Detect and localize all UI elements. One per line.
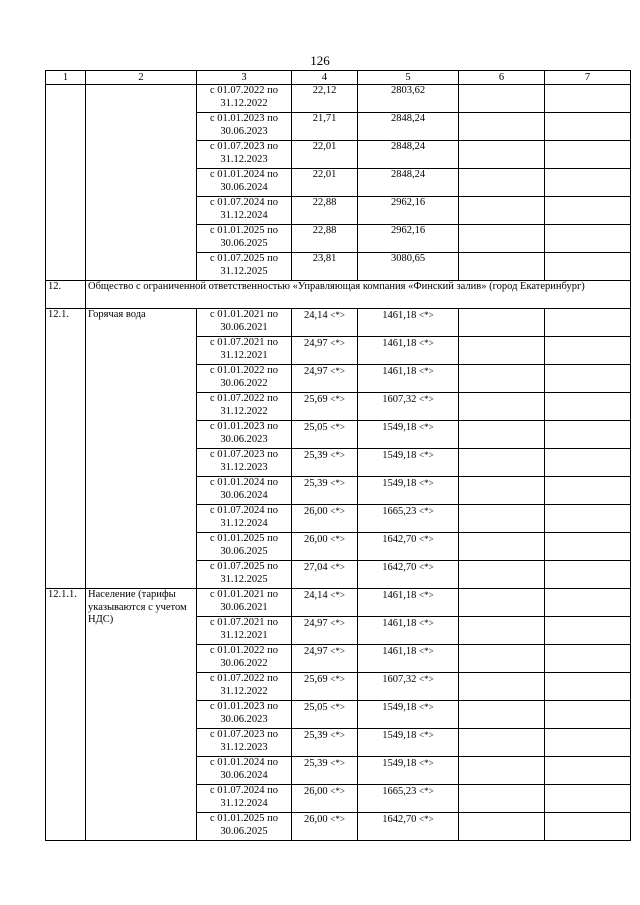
empty-cell (459, 673, 545, 701)
footnote-mark: <*> (330, 702, 345, 712)
tariff-value: 27,04 (304, 562, 328, 573)
tariff-value: 1665,23 (382, 786, 417, 797)
empty-cell (545, 225, 631, 253)
footnote-mark: <*> (330, 478, 345, 488)
empty-cell (545, 477, 631, 505)
empty-cell (459, 505, 545, 533)
footnote-mark: <*> (419, 534, 434, 544)
tariff-value: 2962,16 (390, 197, 426, 208)
organization-name: Общество с ограниченной ответственностью «Управляющая компания «Финский залив» (город Екатеринбург) (86, 281, 631, 309)
tariff-value: 2803,62 (390, 85, 426, 96)
empty-cell (459, 561, 545, 589)
period-cell: с 01.07.2022 по 31.12.2022 (197, 673, 292, 701)
empty-cell (459, 113, 545, 141)
empty-cell (459, 393, 545, 421)
section-name: Население (тарифы указываются с учетом НДС) (86, 589, 197, 841)
period-cell: с 01.07.2023 по 31.12.2023 (197, 141, 292, 169)
tariff-value-cell (292, 85, 358, 113)
footnote-mark: <*> (419, 450, 434, 460)
tariff-value-cell (358, 617, 459, 645)
tariff-value-cell (358, 589, 459, 617)
footnote-mark: <*> (330, 758, 345, 768)
period-cell: с 01.07.2025 по 31.12.2025 (197, 253, 292, 281)
tariff-value-cell (358, 645, 459, 673)
tariff-value-cell (292, 337, 358, 365)
column-header: 7 (545, 71, 631, 85)
empty-cell (545, 253, 631, 281)
tariff-value-cell (292, 113, 358, 141)
tariff-value-cell (358, 393, 459, 421)
tariff-value-cell (358, 141, 459, 169)
tariff-value-cell (292, 533, 358, 561)
tariff-value-cell (358, 533, 459, 561)
tariff-value-cell (292, 785, 358, 813)
tariff-value: 24,97 (304, 618, 328, 629)
period-cell: с 01.01.2024 по 30.06.2024 (197, 169, 292, 197)
empty-cell (459, 169, 545, 197)
tariff-value: 1549,18 (382, 478, 417, 489)
footnote-mark: <*> (419, 366, 434, 376)
tariff-value: 22,88 (312, 197, 337, 208)
empty-cell (459, 533, 545, 561)
period-cell: с 01.01.2023 по 30.06.2023 (197, 701, 292, 729)
footnote-mark: <*> (419, 702, 434, 712)
footnote-mark: <*> (419, 478, 434, 488)
table-row (46, 589, 631, 617)
tariff-value-cell (292, 365, 358, 393)
tariff-value-cell (358, 113, 459, 141)
tariff-value-cell (358, 561, 459, 589)
tariff-value: 25,05 (304, 422, 328, 433)
period-cell: с 01.01.2025 по 30.06.2025 (197, 813, 292, 841)
footnote-mark: <*> (419, 562, 434, 572)
tariff-value-cell (292, 169, 358, 197)
footnote-mark: <*> (330, 394, 345, 404)
empty-cell (459, 813, 545, 841)
tariff-value: 21,71 (312, 113, 337, 124)
footnote-mark: <*> (330, 506, 345, 516)
tariff-value-cell (292, 617, 358, 645)
tariff-value: 1549,18 (382, 730, 417, 741)
empty-cell (459, 225, 545, 253)
empty-cell (459, 421, 545, 449)
table-body (46, 85, 631, 841)
tariff-value-cell (358, 505, 459, 533)
period-cell: с 01.01.2023 по 30.06.2023 (197, 421, 292, 449)
tariff-value-cell (292, 253, 358, 281)
tariff-value-cell (358, 85, 459, 113)
column-header: 1 (46, 71, 86, 85)
tariff-value: 26,00 (304, 506, 328, 517)
empty-cell (545, 85, 631, 113)
tariff-value-cell (292, 757, 358, 785)
tariff-value: 25,39 (304, 478, 328, 489)
tariff-value: 1642,70 (382, 562, 417, 573)
table-row (46, 309, 631, 337)
empty-cell (545, 337, 631, 365)
period-cell: с 01.07.2024 по 31.12.2024 (197, 785, 292, 813)
tariff-value: 1461,18 (382, 590, 417, 601)
section-number: 12.1.1. (46, 589, 86, 841)
empty-cell (545, 533, 631, 561)
tariff-value-cell (292, 729, 358, 757)
tariff-value: 22,01 (312, 169, 337, 180)
footnote-mark: <*> (419, 758, 434, 768)
tariff-value: 26,00 (304, 534, 328, 545)
empty-cell (459, 645, 545, 673)
empty-cell (545, 673, 631, 701)
footnote-mark: <*> (419, 506, 434, 516)
tariff-value-cell (358, 449, 459, 477)
empty-cell (459, 729, 545, 757)
footnote-mark: <*> (419, 590, 434, 600)
tariff-value-cell (358, 169, 459, 197)
tariff-value: 25,05 (304, 702, 328, 713)
empty-cell (545, 393, 631, 421)
empty-cell (459, 309, 545, 337)
tariff-value: 1549,18 (382, 450, 417, 461)
empty-cell (545, 785, 631, 813)
footnote-mark: <*> (330, 814, 345, 824)
empty-cell (545, 561, 631, 589)
empty-cell (545, 113, 631, 141)
tariff-value: 26,00 (304, 786, 328, 797)
period-cell: с 01.01.2024 по 30.06.2024 (197, 477, 292, 505)
period-cell: с 01.01.2024 по 30.06.2024 (197, 757, 292, 785)
footnote-mark: <*> (419, 618, 434, 628)
empty-cell (545, 197, 631, 225)
footnote-mark: <*> (330, 366, 345, 376)
column-header: 6 (459, 71, 545, 85)
tariff-value: 1607,32 (382, 674, 417, 685)
footnote-mark: <*> (419, 814, 434, 824)
period-cell: с 01.01.2022 по 30.06.2022 (197, 365, 292, 393)
empty-cell (545, 701, 631, 729)
section-name: Горячая вода (86, 309, 197, 589)
tariff-value: 1461,18 (382, 338, 417, 349)
tariff-value: 25,39 (304, 758, 328, 769)
tariff-value: 1549,18 (382, 702, 417, 713)
period-cell: с 01.07.2021 по 31.12.2021 (197, 337, 292, 365)
period-cell: с 01.01.2025 по 30.06.2025 (197, 533, 292, 561)
tariff-value-cell (358, 309, 459, 337)
tariff-value: 24,97 (304, 366, 328, 377)
tariff-value: 1665,23 (382, 506, 417, 517)
tariff-value-cell (292, 225, 358, 253)
empty-cell (545, 449, 631, 477)
footnote-mark: <*> (419, 394, 434, 404)
period-cell: с 01.07.2025 по 31.12.2025 (197, 561, 292, 589)
tariff-value-cell (358, 813, 459, 841)
header-row (46, 71, 631, 85)
tariff-value-cell (292, 141, 358, 169)
empty-cell (545, 645, 631, 673)
tariff-value: 3080,65 (390, 253, 426, 264)
footnote-mark: <*> (330, 534, 345, 544)
tariff-value: 23,81 (312, 253, 337, 264)
period-cell: с 01.07.2021 по 31.12.2021 (197, 617, 292, 645)
tariff-value-cell (292, 813, 358, 841)
footnote-mark: <*> (419, 730, 434, 740)
tariff-value-cell (292, 673, 358, 701)
footnote-mark: <*> (330, 646, 345, 656)
tariff-value: 1461,18 (382, 366, 417, 377)
tariff-value-cell (358, 757, 459, 785)
footnote-mark: <*> (419, 310, 434, 320)
tariff-value: 25,39 (304, 450, 328, 461)
tariff-value-cell (358, 701, 459, 729)
footnote-mark: <*> (330, 562, 345, 572)
empty-cell (459, 757, 545, 785)
footnote-mark: <*> (330, 450, 345, 460)
tariff-value-cell (358, 225, 459, 253)
empty-cell (545, 617, 631, 645)
tariff-value: 2848,24 (390, 113, 426, 124)
column-header: 2 (86, 71, 197, 85)
tariff-value-cell (292, 477, 358, 505)
tariff-value-cell (292, 505, 358, 533)
tariff-value: 24,14 (304, 310, 328, 321)
tariff-value: 2962,16 (390, 225, 426, 236)
period-cell: с 01.01.2021 по 30.06.2021 (197, 589, 292, 617)
empty-cell (459, 589, 545, 617)
tariff-value-cell (358, 477, 459, 505)
empty-cell (545, 757, 631, 785)
tariff-value-cell (292, 701, 358, 729)
tariff-value-cell (358, 197, 459, 225)
organization-number: 12. (46, 281, 86, 309)
empty-cell (459, 365, 545, 393)
column-header: 4 (292, 71, 358, 85)
tariff-value-cell (292, 309, 358, 337)
footnote-mark: <*> (330, 338, 345, 348)
footnote-mark: <*> (419, 786, 434, 796)
empty-cell (545, 505, 631, 533)
tariff-value: 1549,18 (382, 758, 417, 769)
tariff-value: 25,69 (304, 674, 328, 685)
section-number: 12.1. (46, 309, 86, 589)
tariff-value-cell (358, 421, 459, 449)
empty-cell (545, 729, 631, 757)
footnote-mark: <*> (330, 618, 345, 628)
footnote-mark: <*> (330, 786, 345, 796)
tariff-value-cell (358, 337, 459, 365)
tariff-value: 2848,24 (390, 141, 426, 152)
footnote-mark: <*> (419, 422, 434, 432)
footnote-mark: <*> (419, 338, 434, 348)
empty-cell (545, 813, 631, 841)
tariff-value: 2848,24 (390, 169, 426, 180)
footnote-mark: <*> (330, 730, 345, 740)
tariff-value-cell (358, 365, 459, 393)
tariff-value: 22,01 (312, 141, 337, 152)
period-cell: с 01.01.2023 по 30.06.2023 (197, 113, 292, 141)
empty-cell (459, 449, 545, 477)
period-cell: с 01.01.2021 по 30.06.2021 (197, 309, 292, 337)
period-cell: с 01.07.2024 по 31.12.2024 (197, 505, 292, 533)
tariff-table (45, 70, 631, 841)
number-cell (46, 85, 86, 281)
tariff-value: 26,00 (304, 814, 328, 825)
period-cell: с 01.07.2022 по 31.12.2022 (197, 393, 292, 421)
empty-cell (545, 309, 631, 337)
footnote-mark: <*> (419, 674, 434, 684)
tariff-value-cell (292, 393, 358, 421)
empty-cell (459, 337, 545, 365)
column-header: 3 (197, 71, 292, 85)
page-number: 126 (310, 53, 330, 68)
empty-cell (459, 785, 545, 813)
empty-cell (545, 169, 631, 197)
column-header: 5 (358, 71, 459, 85)
footnote-mark: <*> (330, 310, 345, 320)
empty-cell (459, 701, 545, 729)
tariff-value-cell (292, 449, 358, 477)
period-cell: с 01.07.2024 по 31.12.2024 (197, 197, 292, 225)
tariff-value: 25,69 (304, 394, 328, 405)
period-cell: с 01.01.2022 по 30.06.2022 (197, 645, 292, 673)
tariff-value: 1642,70 (382, 534, 417, 545)
tariff-value-cell (292, 561, 358, 589)
tariff-value: 1607,32 (382, 394, 417, 405)
tariff-value-cell (292, 589, 358, 617)
tariff-value: 22,88 (312, 225, 337, 236)
empty-cell (459, 477, 545, 505)
tariff-value: 24,14 (304, 590, 328, 601)
footnote-mark: <*> (330, 674, 345, 684)
tariff-value-cell (292, 421, 358, 449)
organization-row (46, 281, 631, 309)
empty-cell (545, 365, 631, 393)
empty-cell (459, 197, 545, 225)
tariff-value: 1461,18 (382, 618, 417, 629)
tariff-value: 24,97 (304, 338, 328, 349)
tariff-value-cell (358, 673, 459, 701)
table-row (46, 85, 631, 113)
empty-cell (459, 617, 545, 645)
tariff-value: 1461,18 (382, 646, 417, 657)
empty-cell (459, 141, 545, 169)
empty-cell (545, 589, 631, 617)
tariff-value-cell (292, 197, 358, 225)
period-cell: с 01.01.2025 по 30.06.2025 (197, 225, 292, 253)
tariff-value-cell (358, 785, 459, 813)
name-cell (86, 85, 197, 281)
period-cell: с 01.07.2023 по 31.12.2023 (197, 729, 292, 757)
tariff-value-cell (292, 645, 358, 673)
tariff-value: 22,12 (312, 85, 337, 96)
tariff-value: 24,97 (304, 646, 328, 657)
period-cell: с 01.07.2022 по 31.12.2022 (197, 85, 292, 113)
tariff-value: 1642,70 (382, 814, 417, 825)
footnote-mark: <*> (419, 646, 434, 656)
empty-cell (459, 85, 545, 113)
period-cell: с 01.07.2023 по 31.12.2023 (197, 449, 292, 477)
empty-cell (459, 253, 545, 281)
footnote-mark: <*> (330, 590, 345, 600)
tariff-value-cell (358, 729, 459, 757)
empty-cell (545, 141, 631, 169)
tariff-value: 1549,18 (382, 422, 417, 433)
empty-cell (545, 421, 631, 449)
tariff-value: 25,39 (304, 730, 328, 741)
tariff-value: 1461,18 (382, 310, 417, 321)
footnote-mark: <*> (330, 422, 345, 432)
tariff-value-cell (358, 253, 459, 281)
